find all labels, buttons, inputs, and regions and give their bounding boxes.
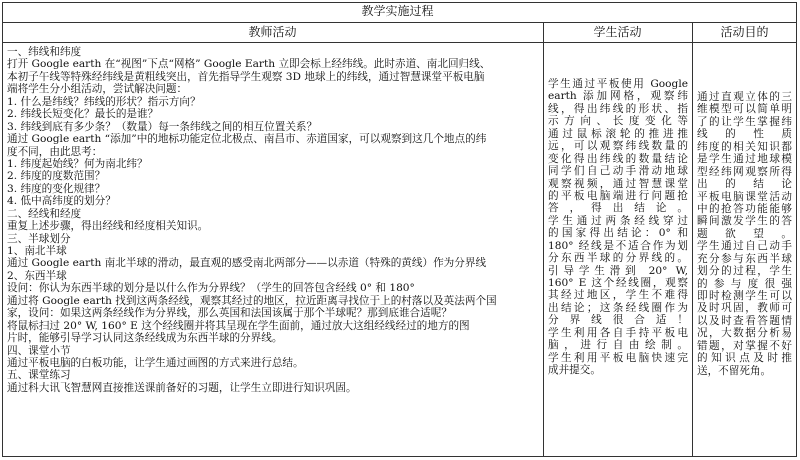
teacher-activity-line: 1、南北半球 bbox=[7, 245, 67, 257]
teacher-activity-line: 3. 纬线到底有多少条？（数量）每一条纬线之间的相互位置关系？ bbox=[7, 120, 318, 133]
teacher-activity-line: 设问：你认为东西半球的划分是以什么作为分界线？（学生的回答包含经线 0° 和 180° bbox=[7, 282, 415, 295]
activity-purpose-line: 充分参与东西半球 bbox=[697, 252, 792, 265]
activity-purpose-line: 及时巩固，教师可 bbox=[697, 302, 792, 315]
student-activity-line: 的平板电脑端进行问题抢 bbox=[548, 189, 688, 202]
teacher-activity-line: 一、纬线和纬度 bbox=[7, 46, 82, 58]
activity-purpose-line: 是学生通过地球模 bbox=[697, 153, 792, 166]
teacher-activity-line: 重复上述步骤，得出经线和经度相关知识。 bbox=[7, 220, 209, 233]
teacher-activity-cell bbox=[7, 46, 540, 394]
teacher-activity-header: 教师活动 bbox=[248, 25, 297, 39]
activity-purpose-line: 题欲望。 bbox=[697, 227, 792, 240]
activity-purpose-line: 以及时查看答题情 bbox=[697, 314, 792, 327]
teacher-activity-line: 2. 纬线长短变化？最长的是谁？ bbox=[7, 108, 159, 121]
student-activity-line: 学生通过两条经线穿过 bbox=[548, 214, 688, 227]
activity-purpose-line: 的知识点及时推 bbox=[697, 352, 792, 365]
teacher-activity-line: 2. 纬度的度数范围？ bbox=[7, 170, 106, 183]
activity-purpose-line: 划分的过程，学生 bbox=[697, 265, 792, 278]
teacher-activity-line: 1. 纬度起始线？何为南北纬？ bbox=[7, 157, 148, 170]
teacher-activity-line: 五、课堂练习 bbox=[7, 369, 71, 382]
student-activity-line: 示方向、长度变化等 bbox=[548, 115, 688, 128]
activity-purpose-line: 通过直观立体的三 bbox=[697, 91, 792, 103]
student-activity-line: 出结论；这条经线圈作为 bbox=[548, 301, 688, 314]
activity-purpose-line: 维模型可以简单明 bbox=[697, 103, 792, 116]
student-activity-line: 观察视频，通过智慧课堂 bbox=[548, 177, 688, 190]
student-activity-line: 分界线很合适！ bbox=[548, 314, 688, 327]
student-activity-line: 学生通过平板使用 Google bbox=[548, 78, 688, 90]
student-activity-line: earth 添加网格，观察纬 bbox=[548, 90, 688, 103]
teacher-activity-line: 通过将 Google earth 找到这两条经线，观察其经过的地区，拉近距离寻找位于上的村落以及英法两个国 bbox=[7, 294, 497, 307]
student-activity-line: 的国家得出结论：0° 和 bbox=[548, 227, 688, 240]
teacher-activity-line: 通过 Google earth “添加”中的地标功能定位北极点、南昌市、赤道国家，可以观察到这几个地点的纬 bbox=[7, 133, 487, 146]
column-divider-2 bbox=[692, 22, 693, 457]
teacher-activity-line: 二、经线和经度 bbox=[7, 207, 82, 220]
table-title: 教学实施过程 bbox=[361, 4, 434, 18]
activity-purpose-line: 况，大数据分析易 bbox=[697, 327, 792, 340]
student-activity-line: 同学们自己动手滑动地球 bbox=[548, 165, 688, 178]
activity-purpose-line: 平板电脑课堂活动 bbox=[697, 190, 792, 203]
student-activity-line: 180° 经线是不适合作为划 bbox=[548, 239, 688, 252]
activity-purpose-line: 送，不留死角。 bbox=[697, 364, 772, 377]
teacher-activity-line: 度不同，由此思考： bbox=[7, 145, 103, 158]
student-activity-line: 答，得出结论。 bbox=[548, 202, 688, 215]
student-activity-line: 线，得出纬线的形状、指 bbox=[548, 102, 688, 115]
teacher-activity-line: 通过 Google earth 南北半球的滑动，最直观的感受南北两部分——以赤道（特殊的黄线）作为分界线 bbox=[7, 257, 487, 270]
activity-purpose-cell bbox=[697, 91, 792, 377]
teacher-activity-line: 4. 低中高纬度的划分？ bbox=[7, 195, 116, 208]
activity-purpose-line: 了的让学生掌握纬 bbox=[697, 115, 792, 128]
student-activity-line: 脑，进行自由绘制。 bbox=[548, 339, 688, 352]
activity-purpose-line: 瞬间激发学生的答 bbox=[697, 215, 792, 228]
student-activity-line: 引导学生滑到 20° W, bbox=[548, 264, 688, 277]
student-activity-line: 学生利用平板电脑快速完 bbox=[548, 351, 688, 364]
activity-purpose-line: 出的结论 bbox=[697, 178, 792, 191]
teacher-activity-line: 通过平板电脑的白板功能，让学生通过画图的方式来进行总结。 bbox=[7, 356, 304, 369]
activity-purpose-line: 错题，对掌握不好 bbox=[697, 339, 792, 352]
teacher-activity-line: 1. 什么是纬线？纬线的形状？指示方向？ bbox=[7, 95, 201, 108]
student-activity-cell bbox=[548, 78, 688, 377]
teacher-activity-line: 片时，能够引导学习认同这条经线成为东西半球的分界线。 bbox=[7, 332, 283, 345]
teacher-activity-line: 家，设问：如果这两条经线作为分界线，那么英国和法国该属于那个半球呢？那到底谁合适呢？ bbox=[7, 307, 452, 320]
column-divider-1 bbox=[543, 22, 544, 457]
teacher-activity-line: 三、半球划分 bbox=[7, 232, 71, 245]
teacher-activity-line: 端将学生分小组活动，尝试解决问题： bbox=[7, 83, 188, 96]
title-divider bbox=[2, 22, 797, 23]
activity-purpose-header: 活动目的 bbox=[720, 25, 769, 39]
student-activity-line: 分东西半球的分界线的。 bbox=[548, 252, 688, 265]
teacher-activity-line: 将鼠标扫过 20° W, 160° E 这个经线圈并将其呈现在学生面前，通过放大这组经线经过的地方的图 bbox=[7, 319, 470, 332]
student-activity-header: 学生活动 bbox=[593, 25, 642, 39]
student-activity-line: 160° E 这个经线圈，观察 bbox=[548, 277, 688, 289]
student-activity-line: 远，可以观察纬线数量的 bbox=[548, 140, 688, 153]
student-activity-line: 成并提交。 bbox=[548, 364, 601, 377]
activity-purpose-line: 即时检测学生可以 bbox=[697, 290, 792, 302]
student-activity-line: 其经过地区，学生不难得 bbox=[548, 289, 688, 302]
teacher-activity-line: 3. 纬度的变化规律？ bbox=[7, 182, 106, 195]
activity-purpose-line: 的参与度很强 bbox=[697, 277, 792, 290]
activity-purpose-line: 型经纬网观察所得 bbox=[697, 165, 792, 178]
teacher-activity-line: 四、课堂小节 bbox=[7, 344, 71, 357]
teacher-activity-line: 打开 Google earth 在“视图”下点“网格” Google Earth 立即会标上经纬线。此时赤道、南北回归线、 bbox=[7, 58, 491, 71]
activity-purpose-line: 纬度的相关知识都 bbox=[697, 140, 792, 153]
teacher-activity-line: 通过科大讯飞智慧网直接推送课前备好的习题，让学生立即进行知识巩固。 bbox=[7, 381, 357, 394]
student-activity-line: 变化得出纬线的数量结论 bbox=[548, 152, 688, 165]
header-divider bbox=[2, 42, 797, 43]
activity-purpose-line: 线的性质 bbox=[697, 128, 792, 141]
activity-purpose-line: 学生通过自己动手 bbox=[697, 240, 792, 253]
teacher-activity-line: 本初子午线等特殊经纬线是黄粗线突出，首先指导学生观察 3D 地球上的纬线，通过智慧课堂平板电脑 bbox=[7, 70, 485, 83]
student-activity-line: 通过鼠标滚轮的推进推 bbox=[548, 127, 688, 140]
activity-purpose-line: 中的抢答功能能够 bbox=[697, 202, 792, 215]
student-activity-line: 学生利用各自手持平板电 bbox=[548, 326, 688, 339]
teacher-activity-line: 2、东西半球 bbox=[7, 269, 67, 282]
